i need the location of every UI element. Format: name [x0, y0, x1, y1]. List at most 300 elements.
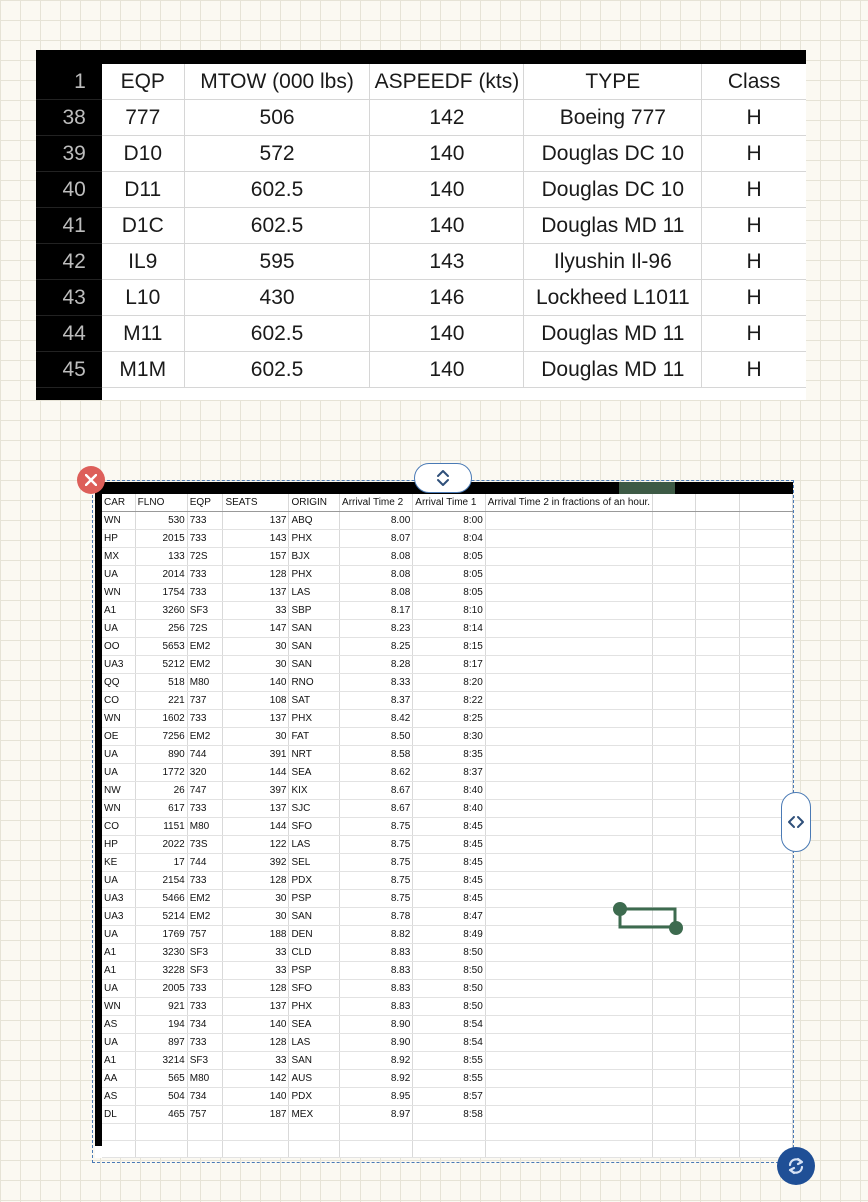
- cell-origin[interactable]: PSP: [289, 962, 340, 980]
- object-selection-frame: [92, 480, 794, 1163]
- column-header-flno[interactable]: FLNO: [135, 494, 187, 512]
- cell-eqp[interactable]: M80: [187, 818, 223, 836]
- cell-eqp[interactable]: 757: [187, 926, 223, 944]
- cell-flno[interactable]: 2014: [135, 566, 187, 584]
- cell-origin[interactable]: PHX: [289, 998, 340, 1016]
- cell-arrival-time-2[interactable]: 8.92: [340, 1052, 413, 1070]
- cell-origin[interactable]: SFO: [289, 980, 340, 998]
- cell-arrival-time-1[interactable]: 8:40: [413, 782, 485, 800]
- cell-flno[interactable]: 26: [135, 782, 187, 800]
- cell-seats[interactable]: 140: [223, 1016, 289, 1034]
- column-header-origin[interactable]: ORIGIN: [289, 494, 340, 512]
- cell-origin[interactable]: DEN: [289, 926, 340, 944]
- cell-arrival-time-1[interactable]: 8:20: [413, 674, 485, 692]
- cell-eqp[interactable]: EM2: [187, 638, 223, 656]
- cell-arrival-time-1[interactable]: 8:22: [413, 692, 485, 710]
- cell-car[interactable]: UA: [102, 746, 135, 764]
- cell-eqp[interactable]: 744: [187, 746, 223, 764]
- cell-origin[interactable]: SBP: [289, 602, 340, 620]
- cell-eqp[interactable]: M80: [187, 1070, 223, 1088]
- cell-arrival-time-2[interactable]: 8.58: [340, 746, 413, 764]
- cell-eqp[interactable]: 733: [187, 800, 223, 818]
- cell-arrival-time-1[interactable]: 8:55: [413, 1052, 485, 1070]
- cell-car[interactable]: UA: [102, 926, 135, 944]
- cell-arrival-time-2[interactable]: 8.62: [340, 764, 413, 782]
- cell-seats[interactable]: 140: [223, 674, 289, 692]
- cell-flno[interactable]: 518: [135, 674, 187, 692]
- resize-vertical-handle[interactable]: [414, 463, 472, 493]
- close-button[interactable]: [77, 466, 105, 494]
- cell-car[interactable]: UA: [102, 764, 135, 782]
- cell-seats[interactable]: 122: [223, 836, 289, 854]
- cell-flno[interactable]: 530: [135, 512, 187, 530]
- cell-arrival-time-1[interactable]: 8:04: [413, 530, 485, 548]
- cell-arrival-time-2[interactable]: 8.07: [340, 530, 413, 548]
- column-header-car[interactable]: CAR: [102, 494, 135, 512]
- cell-flno[interactable]: 1602: [135, 710, 187, 728]
- cell-seats[interactable]: 137: [223, 584, 289, 602]
- table-header-row: [36, 64, 806, 100]
- cell-eqp[interactable]: 734: [187, 1016, 223, 1034]
- cell-car[interactable]: A1: [102, 944, 135, 962]
- cell-seats[interactable]: 187: [223, 1106, 289, 1124]
- cell-car[interactable]: CO: [102, 692, 135, 710]
- cell-origin[interactable]: SAT: [289, 692, 340, 710]
- cell-arrival-time-1[interactable]: 8:50: [413, 962, 485, 980]
- cell-car[interactable]: UA: [102, 872, 135, 890]
- cell-origin[interactable]: CLD: [289, 944, 340, 962]
- cell-eqp[interactable]: 73S: [187, 836, 223, 854]
- cell-seats[interactable]: 128: [223, 872, 289, 890]
- cell-arrival-time-2[interactable]: 8.75: [340, 836, 413, 854]
- cell-flno[interactable]: 617: [135, 800, 187, 818]
- cell-flno[interactable]: 133: [135, 548, 187, 566]
- cell-seats[interactable]: 143: [223, 530, 289, 548]
- cell-arrival-time-2[interactable]: 8.83: [340, 998, 413, 1016]
- cell-seats[interactable]: 30: [223, 890, 289, 908]
- cell-arrival-time-1[interactable]: 8:15: [413, 638, 485, 656]
- cell-arrival-time-1[interactable]: 8:00: [413, 512, 485, 530]
- cell-seats[interactable]: 30: [223, 638, 289, 656]
- cell-arrival-time-1[interactable]: 8:54: [413, 1034, 485, 1052]
- cell-arrival-time-2[interactable]: 8.83: [340, 980, 413, 998]
- cell-origin[interactable]: RNO: [289, 674, 340, 692]
- cell-arrival-time-2[interactable]: 8.08: [340, 566, 413, 584]
- cell-seats[interactable]: 137: [223, 710, 289, 728]
- cell-car[interactable]: HP: [102, 530, 135, 548]
- cell-arrival-time-1[interactable]: 8:05: [413, 566, 485, 584]
- cell-eqp[interactable]: SF3: [187, 1052, 223, 1070]
- cell-flno[interactable]: 17: [135, 854, 187, 872]
- cell-flno[interactable]: 2022: [135, 836, 187, 854]
- cell-seats[interactable]: 33: [223, 602, 289, 620]
- cell-selection-handle[interactable]: [612, 900, 684, 936]
- cell-arrival-time-2[interactable]: 8.75: [340, 890, 413, 908]
- table-row: [36, 280, 806, 316]
- cell-arrival-time-2[interactable]: 8.25: [340, 638, 413, 656]
- cell-arrival-time-1[interactable]: 8:40: [413, 800, 485, 818]
- cell-arrival-time-2[interactable]: 8.83: [340, 944, 413, 962]
- cell-arrival-time-2[interactable]: 8.37: [340, 692, 413, 710]
- cell-arrival-time-2[interactable]: 8.95: [340, 1088, 413, 1106]
- cell-arrival-time-1[interactable]: 8:45: [413, 836, 485, 854]
- cell-eqp[interactable]: EM2: [187, 728, 223, 746]
- cell-eqp[interactable]: EM2: [187, 908, 223, 926]
- chevron-up-down-icon: [436, 469, 450, 487]
- cell-mtow: 602.5: [184, 208, 370, 244]
- cell-car[interactable]: OE: [102, 728, 135, 746]
- cell-seats[interactable]: 128: [223, 566, 289, 584]
- cell-car[interactable]: A1: [102, 1052, 135, 1070]
- cell-arrival-time-1[interactable]: 8:49: [413, 926, 485, 944]
- cell-arrival-time-1[interactable]: 8:54: [413, 1016, 485, 1034]
- cell-arrival-time-1[interactable]: 8:45: [413, 818, 485, 836]
- cell-car[interactable]: OO: [102, 638, 135, 656]
- cell-seats[interactable]: 142: [223, 1070, 289, 1088]
- cell-arrival-time-1[interactable]: 8:25: [413, 710, 485, 728]
- cell-flno[interactable]: 194: [135, 1016, 187, 1034]
- cell-flno[interactable]: 2015: [135, 530, 187, 548]
- table-row: [36, 172, 806, 208]
- cell-origin[interactable]: MEX: [289, 1106, 340, 1124]
- cell-eqp[interactable]: 733: [187, 530, 223, 548]
- cell-car[interactable]: WN: [102, 710, 135, 728]
- cell-origin[interactable]: LAS: [289, 584, 340, 602]
- cell-arrival-time-1[interactable]: 8:05: [413, 548, 485, 566]
- cell-eqp[interactable]: 733: [187, 872, 223, 890]
- cell-seats[interactable]: 30: [223, 656, 289, 674]
- cell-eqp[interactable]: SF3: [187, 944, 223, 962]
- cell-seats[interactable]: 147: [223, 620, 289, 638]
- cell-arrival-time-2[interactable]: 8.82: [340, 926, 413, 944]
- cell-car[interactable]: DL: [102, 1106, 135, 1124]
- cell-car[interactable]: UA3: [102, 908, 135, 926]
- cell-origin[interactable]: SEA: [289, 764, 340, 782]
- cell-eqp[interactable]: 757: [187, 1106, 223, 1124]
- cell-seats[interactable]: 30: [223, 908, 289, 926]
- column-header-arrival-time-2[interactable]: Arrival Time 2: [340, 494, 413, 512]
- chevron-left-right-icon: [787, 815, 805, 829]
- cell-origin[interactable]: PDX: [289, 872, 340, 890]
- cell-type: Lockheed L1011: [524, 280, 702, 316]
- cell-origin[interactable]: PHX: [289, 530, 340, 548]
- column-header-mtow: MTOW (000 lbs): [184, 64, 370, 100]
- cell-arrival-time-1[interactable]: 8:35: [413, 746, 485, 764]
- cell-flno[interactable]: 504: [135, 1088, 187, 1106]
- cell-arrival-time-2[interactable]: 8.67: [340, 800, 413, 818]
- cell-arrival-time-1[interactable]: 8:17: [413, 656, 485, 674]
- cell-eqp[interactable]: 733: [187, 512, 223, 530]
- cell-arrival-time-2[interactable]: 8.08: [340, 584, 413, 602]
- cell-car[interactable]: UA3: [102, 890, 135, 908]
- cell-class: H: [702, 280, 806, 316]
- cell-car[interactable]: WN: [102, 800, 135, 818]
- cell-flno[interactable]: 1754: [135, 584, 187, 602]
- cell-car[interactable]: MX: [102, 548, 135, 566]
- cell-seats[interactable]: 137: [223, 998, 289, 1016]
- cell-flno[interactable]: 3214: [135, 1052, 187, 1070]
- cell-car[interactable]: WN: [102, 512, 135, 530]
- column-header-eqp: EQP: [102, 64, 184, 100]
- cell-flno[interactable]: 3260: [135, 602, 187, 620]
- cell-eqp[interactable]: 733: [187, 998, 223, 1016]
- cell-eqp[interactable]: 733: [187, 566, 223, 584]
- cell-origin[interactable]: SAN: [289, 1052, 340, 1070]
- cell-origin[interactable]: PDX: [289, 1088, 340, 1106]
- cell-aspeedf: 140: [370, 352, 524, 388]
- rotate-button[interactable]: [777, 1147, 815, 1185]
- cell-mtow: 430: [184, 280, 370, 316]
- cell-origin[interactable]: ABQ: [289, 512, 340, 530]
- column-header-class: Class: [702, 64, 806, 100]
- cell-arrival-time-2[interactable]: 8.08: [340, 548, 413, 566]
- cell-seats[interactable]: 188: [223, 926, 289, 944]
- cell-seats[interactable]: 397: [223, 782, 289, 800]
- row-number: 1: [36, 64, 102, 100]
- cell-flno[interactable]: 5466: [135, 890, 187, 908]
- cell-arrival-time-1[interactable]: 8:37: [413, 764, 485, 782]
- cell-arrival-time-2[interactable]: 8.23: [340, 620, 413, 638]
- column-header-note[interactable]: Arrival Time 2 in fractions of an hour.: [485, 494, 652, 512]
- cell-flno[interactable]: 5653: [135, 638, 187, 656]
- cell-car[interactable]: NW: [102, 782, 135, 800]
- cell-arrival-time-2[interactable]: 8.97: [340, 1106, 413, 1124]
- cell-seats[interactable]: 392: [223, 854, 289, 872]
- cell-arrival-time-1[interactable]: 8:57: [413, 1088, 485, 1106]
- cell-arrival-time-1[interactable]: 8:30: [413, 728, 485, 746]
- cell-seats[interactable]: 140: [223, 1088, 289, 1106]
- cell-arrival-time-2[interactable]: 8.90: [340, 1016, 413, 1034]
- cell-arrival-time-1[interactable]: 8:05: [413, 584, 485, 602]
- close-icon: [85, 474, 97, 486]
- cell-eqp[interactable]: 747: [187, 782, 223, 800]
- cell-car[interactable]: UA: [102, 566, 135, 584]
- cell-arrival-time-1[interactable]: 8:45: [413, 872, 485, 890]
- cell-arrival-time-2[interactable]: 8.42: [340, 710, 413, 728]
- cell-type: Douglas DC 10: [524, 136, 702, 172]
- cell-seats[interactable]: 33: [223, 962, 289, 980]
- row-number: 39: [36, 136, 102, 172]
- cell-flno[interactable]: 1769: [135, 926, 187, 944]
- cell-origin[interactable]: SAN: [289, 620, 340, 638]
- cell-origin[interactable]: SAN: [289, 638, 340, 656]
- cell-seats[interactable]: 391: [223, 746, 289, 764]
- cell-mtow: 602.5: [184, 352, 370, 388]
- cell-eqp[interactable]: 744: [187, 854, 223, 872]
- table-row: [36, 208, 806, 244]
- cell-mtow: 602.5: [184, 172, 370, 208]
- cell-type: Douglas DC 10: [524, 172, 702, 208]
- cell-arrival-time-1[interactable]: 8:58: [413, 1106, 485, 1124]
- resize-horizontal-handle[interactable]: [781, 792, 811, 852]
- cell-arrival-time-1[interactable]: 8:47: [413, 908, 485, 926]
- cell-origin[interactable]: SAN: [289, 908, 340, 926]
- cell-car[interactable]: UA3: [102, 656, 135, 674]
- cell-origin[interactable]: PHX: [289, 710, 340, 728]
- cell-origin[interactable]: NRT: [289, 746, 340, 764]
- cell-arrival-time-2[interactable]: 8.33: [340, 674, 413, 692]
- row-number: 38: [36, 100, 102, 136]
- row-number: 41: [36, 208, 102, 244]
- cell-origin[interactable]: FAT: [289, 728, 340, 746]
- cell-class: H: [702, 100, 806, 136]
- cell-aspeedf: 143: [370, 244, 524, 280]
- cell-eqp: D11: [102, 172, 184, 208]
- cell-arrival-time-2[interactable]: 8.75: [340, 854, 413, 872]
- cell-arrival-time-1[interactable]: 8:10: [413, 602, 485, 620]
- cell-arrival-time-2[interactable]: 8.92: [340, 1070, 413, 1088]
- cell-car[interactable]: AS: [102, 1088, 135, 1106]
- cell-flno[interactable]: 3228: [135, 962, 187, 980]
- cell-arrival-time-1[interactable]: 8:50: [413, 944, 485, 962]
- cell-seats[interactable]: 128: [223, 980, 289, 998]
- cell-car[interactable]: UA: [102, 620, 135, 638]
- cell-flno[interactable]: 5212: [135, 656, 187, 674]
- cell-seats[interactable]: 30: [223, 728, 289, 746]
- cell-flno[interactable]: 565: [135, 1070, 187, 1088]
- column-header-eqp[interactable]: EQP: [187, 494, 223, 512]
- cell-arrival-time-2[interactable]: 8.17: [340, 602, 413, 620]
- cell-origin[interactable]: LAS: [289, 836, 340, 854]
- cell-origin[interactable]: SFO: [289, 818, 340, 836]
- cell-eqp[interactable]: 733: [187, 980, 223, 998]
- cell-eqp[interactable]: 72S: [187, 620, 223, 638]
- cell-eqp[interactable]: 72S: [187, 548, 223, 566]
- cell-arrival-time-2[interactable]: 8.75: [340, 872, 413, 890]
- cell-car[interactable]: AS: [102, 1016, 135, 1034]
- cell-origin[interactable]: BJX: [289, 548, 340, 566]
- cell-class: H: [702, 316, 806, 352]
- cell-eqp[interactable]: 733: [187, 584, 223, 602]
- cell-car[interactable]: QQ: [102, 674, 135, 692]
- cell-car[interactable]: A1: [102, 962, 135, 980]
- cell-class: H: [702, 352, 806, 388]
- cell-arrival-time-2[interactable]: 8.00: [340, 512, 413, 530]
- cell-flno[interactable]: 465: [135, 1106, 187, 1124]
- cell-eqp[interactable]: 320: [187, 764, 223, 782]
- cell-flno[interactable]: 221: [135, 692, 187, 710]
- cell-arrival-time-1[interactable]: 8:50: [413, 998, 485, 1016]
- cell-arrival-time-1[interactable]: 8:45: [413, 854, 485, 872]
- cell-eqp[interactable]: 734: [187, 1088, 223, 1106]
- cell-flno[interactable]: 3230: [135, 944, 187, 962]
- cell-arrival-time-1[interactable]: 8:45: [413, 890, 485, 908]
- cell-aspeedf: 140: [370, 208, 524, 244]
- cell-eqp: 777: [102, 100, 184, 136]
- cell-origin[interactable]: SJC: [289, 800, 340, 818]
- table-row: [36, 316, 806, 352]
- row-number: 40: [36, 172, 102, 208]
- cell-seats[interactable]: 33: [223, 1052, 289, 1070]
- cell-seats[interactable]: 144: [223, 818, 289, 836]
- cell-car[interactable]: A1: [102, 602, 135, 620]
- cell-flno[interactable]: 7256: [135, 728, 187, 746]
- cell-car[interactable]: UA: [102, 980, 135, 998]
- cell-arrival-time-1[interactable]: 8:55: [413, 1070, 485, 1088]
- cell-car[interactable]: AA: [102, 1070, 135, 1088]
- column-header-seats[interactable]: SEATS: [223, 494, 289, 512]
- rotate-icon: [785, 1155, 807, 1177]
- cell-car[interactable]: UA: [102, 1034, 135, 1052]
- table-row: [36, 244, 806, 280]
- cell-type: Ilyushin Il-96: [524, 244, 702, 280]
- cell-eqp[interactable]: 733: [187, 710, 223, 728]
- cell-arrival-time-2[interactable]: 8.28: [340, 656, 413, 674]
- cell-flno[interactable]: 2154: [135, 872, 187, 890]
- cell-arrival-time-2[interactable]: 8.75: [340, 818, 413, 836]
- table-row: [36, 100, 806, 136]
- cell-flno[interactable]: 1772: [135, 764, 187, 782]
- table-row: [36, 136, 806, 172]
- cell-flno[interactable]: 890: [135, 746, 187, 764]
- row-number: 42: [36, 244, 102, 280]
- cell-car[interactable]: WN: [102, 584, 135, 602]
- cell-arrival-time-2[interactable]: 8.83: [340, 962, 413, 980]
- cell-class: H: [702, 208, 806, 244]
- cell-mtow: 572: [184, 136, 370, 172]
- cell-eqp[interactable]: EM2: [187, 656, 223, 674]
- cell-eqp: D1C: [102, 208, 184, 244]
- cell-arrival-time-1[interactable]: 8:14: [413, 620, 485, 638]
- cell-aspeedf: 140: [370, 316, 524, 352]
- cell-seats[interactable]: 108: [223, 692, 289, 710]
- cell-flno[interactable]: 921: [135, 998, 187, 1016]
- column-header-arrival-time-1[interactable]: Arrival Time 1: [413, 494, 485, 512]
- cell-origin[interactable]: PSP: [289, 890, 340, 908]
- cell-car[interactable]: WN: [102, 998, 135, 1016]
- cell-seats[interactable]: 33: [223, 944, 289, 962]
- cell-flno[interactable]: 256: [135, 620, 187, 638]
- cell-eqp[interactable]: SF3: [187, 602, 223, 620]
- cell-flno[interactable]: 897: [135, 1034, 187, 1052]
- cell-flno[interactable]: 2005: [135, 980, 187, 998]
- cell-seats[interactable]: 128: [223, 1034, 289, 1052]
- cell-arrival-time-2[interactable]: 8.67: [340, 782, 413, 800]
- cell-origin[interactable]: PHX: [289, 566, 340, 584]
- cell-flno[interactable]: 1151: [135, 818, 187, 836]
- cell-origin[interactable]: AUS: [289, 1070, 340, 1088]
- cell-seats[interactable]: 137: [223, 800, 289, 818]
- cell-class: H: [702, 244, 806, 280]
- cell-mtow: 506: [184, 100, 370, 136]
- cell-eqp[interactable]: 733: [187, 1034, 223, 1052]
- cell-car[interactable]: CO: [102, 818, 135, 836]
- cell-arrival-time-1[interactable]: 8:50: [413, 980, 485, 998]
- cell-origin[interactable]: SAN: [289, 656, 340, 674]
- cell-eqp[interactable]: M80: [187, 674, 223, 692]
- cell-type: Douglas MD 11: [524, 316, 702, 352]
- cell-car[interactable]: HP: [102, 836, 135, 854]
- cell-arrival-time-2[interactable]: 8.78: [340, 908, 413, 926]
- cell-eqp[interactable]: EM2: [187, 890, 223, 908]
- cell-eqp: L10: [102, 280, 184, 316]
- cell-seats[interactable]: 157: [223, 548, 289, 566]
- cell-origin[interactable]: SEA: [289, 1016, 340, 1034]
- cell-mtow: 602.5: [184, 316, 370, 352]
- cell-arrival-time-2[interactable]: 8.50: [340, 728, 413, 746]
- cell-seats[interactable]: 144: [223, 764, 289, 782]
- cell-arrival-time-2[interactable]: 8.90: [340, 1034, 413, 1052]
- cell-car[interactable]: KE: [102, 854, 135, 872]
- cell-eqp[interactable]: SF3: [187, 962, 223, 980]
- cell-seats[interactable]: 137: [223, 512, 289, 530]
- cell-origin[interactable]: LAS: [289, 1034, 340, 1052]
- cell-origin[interactable]: SEL: [289, 854, 340, 872]
- cell-eqp[interactable]: 737: [187, 692, 223, 710]
- cell-eqp: M1M: [102, 352, 184, 388]
- cell-origin[interactable]: KIX: [289, 782, 340, 800]
- cell-flno[interactable]: 5214: [135, 908, 187, 926]
